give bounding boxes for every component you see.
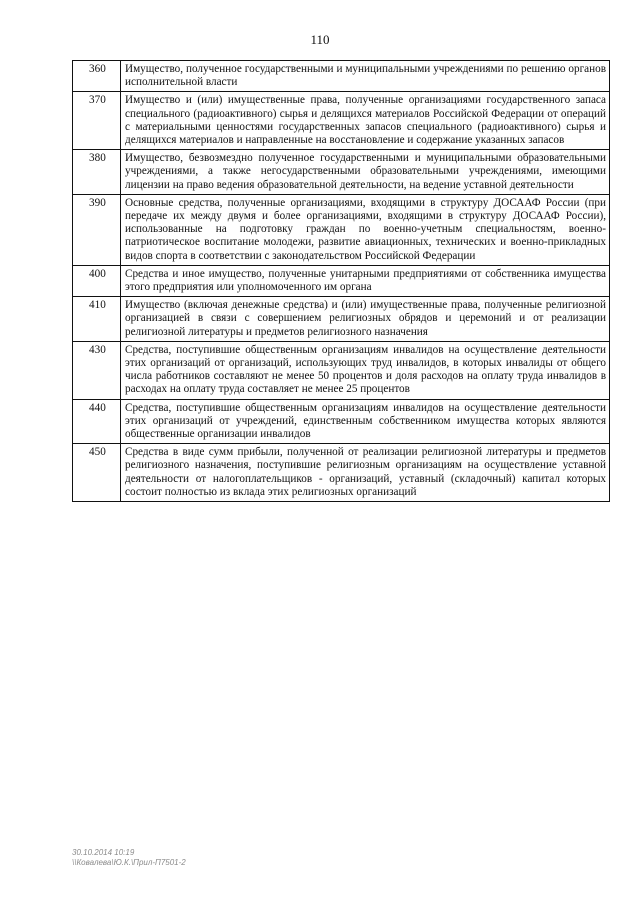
income-codes-table: [72, 60, 610, 502]
row-description: Средства, поступившие общественным организациям инвалидов на осуществление деятельности этих организаций от учреждений, единственным собственником имущества которых являются общественные организации инвалидов: [121, 399, 610, 444]
row-description: Средства и иное имущество, полученные унитарными предприятиями от собственника имущества этого предприятия или уполномоченного им органа: [121, 265, 610, 296]
row-code: 370: [73, 92, 121, 150]
table-row: [73, 150, 610, 195]
row-code: 410: [73, 297, 121, 342]
row-description: Средства, поступившие общественным организациям инвалидов на осуществление деятельности этих организаций от организаций, использующих труд инвалидов, в которых инвалиды от общего числа работников составляют не менее 50 процентов и доля расходов на оплату труда инвалидов в расходах на оплату труда составляет не менее 25 процентов: [121, 341, 610, 399]
row-description: Имущество, полученное государственными и муниципальными учреждениями по решению органов исполнительной власти: [121, 61, 610, 92]
table-row: [73, 92, 610, 150]
table-row: [73, 297, 610, 342]
page-number: 110: [310, 32, 330, 47]
row-description: Имущество, безвозмездно полученное государственными и муниципальными образовательными учреждениями, а также негосударственными образовательными учреждениями, имеющими лицензии на право ведения образовательной деятельности, на ведение уставной деятельности: [121, 150, 610, 195]
row-code: 450: [73, 444, 121, 502]
row-description: Имущество (включая денежные средства) и (или) имущественные права, полученные религиозной организацией в связи с совершением религиозных обрядов и церемоний и от реализации религиозной литературы и предметов религиозного назначения: [121, 297, 610, 342]
row-description: Имущество и (или) имущественные права, полученные организациями государственного запаса специального (радиоактивного) сырья и делящихся материалов Российской Федерации от операций с материальными ценностями государственных запасов специального (радиоактивного) сырья и делящихся материалов и направленные на восстановление и содержание указанных запасов: [121, 92, 610, 150]
footer-file-path: \\Ковалева\Ю.К.\Прил-П7501-2: [72, 858, 186, 867]
table-row: [73, 341, 610, 399]
row-code: 430: [73, 341, 121, 399]
table-row: [73, 265, 610, 296]
row-code: 380: [73, 150, 121, 195]
row-code: 400: [73, 265, 121, 296]
table-row: [73, 444, 610, 502]
row-code: 440: [73, 399, 121, 444]
row-code: 390: [73, 194, 121, 265]
table-row: [73, 61, 610, 92]
document-footer: [72, 848, 186, 868]
footer-timestamp: 30.10.2014 10:19: [72, 848, 135, 857]
row-description: Основные средства, полученные организациями, входящими в структуру ДОСААФ России (при передаче их между двумя и более организациями, входящими в структуру ДОСААФ России), использованные на подготовку граждан по военно-учетным специальностям, военно-патриотическое воспитание молодежи, развитие авиационных, технических и военно-прикладных видов спорта в соответствии с законодательством Российской Федерации: [121, 194, 610, 265]
row-description: Средства в виде сумм прибыли, полученной от реализации религиозной литературы и предметов религиозного назначения, поступившие религиозным организациям на осуществление уставной деятельности от налогоплательщиков - организаций, уставный (складочный) капитал которых состоит полностью из вклада этих религиозных организаций: [121, 444, 610, 502]
row-code: 360: [73, 61, 121, 92]
table-row: [73, 399, 610, 444]
table-row: [73, 194, 610, 265]
